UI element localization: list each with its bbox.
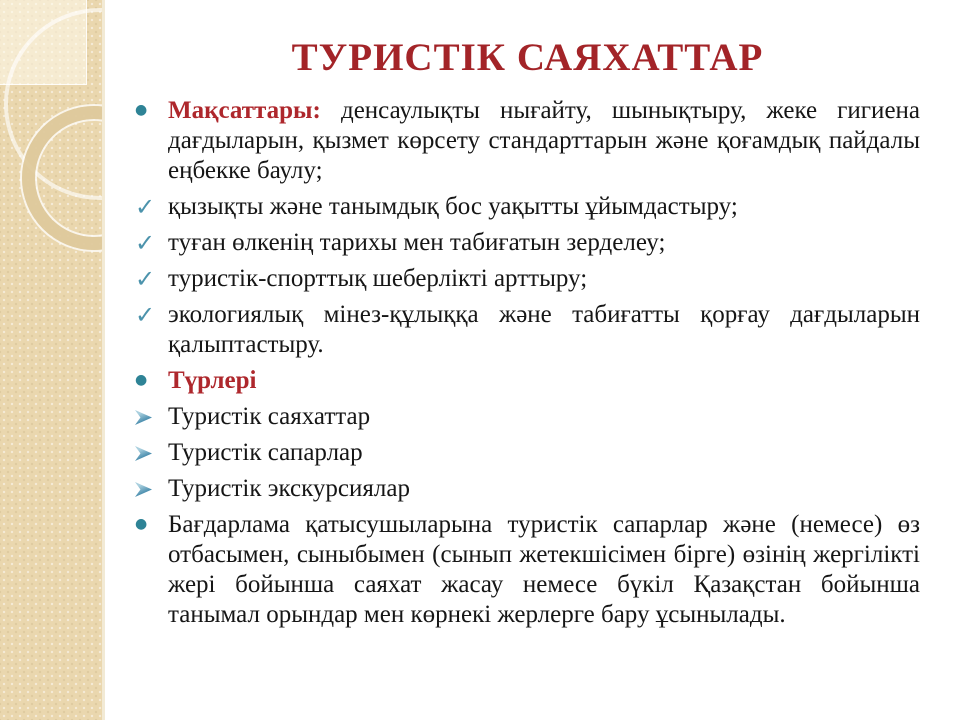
list-item (135, 96, 921, 186)
arrow-bullet-icon (135, 402, 163, 425)
list-item (135, 300, 920, 360)
item-text: қызықты және танымдық бос уақытты ұйымдастыру; (168, 193, 738, 220)
list-item (135, 366, 920, 396)
list-item (135, 510, 920, 630)
item-text: Туристік сапарлар (168, 439, 363, 466)
dot-bullet-icon: ● (135, 102, 148, 118)
check-bullet-icon: ✓ (135, 193, 156, 221)
page-title: ТУРИСТІК САЯХАТТАР (291, 36, 764, 79)
item-text: Туристік саяхаттар (168, 403, 371, 430)
lead-text: Түрлері (168, 367, 257, 394)
check-bullet-icon: ✓ (135, 265, 156, 293)
check-bullet-icon: ✓ (135, 301, 156, 329)
item-text: туған өлкенің тарихы мен табиғатын зерделеу; (168, 229, 666, 256)
list-item (168, 402, 920, 432)
arrow-bullet-icon (135, 438, 163, 461)
bullet-list (135, 96, 920, 630)
item-text: Бағдарлама қатысушыларына туристік сапарлар және (немесе) өз отбасымен, сыныбымен (сынып жетекшісімен бірге) өзінің жергілікті жері бойынша саяхат жасау немесе бүкіл Қазақстан бойынша танымал орындар мен көрнекі жерлерге бару ұсынылады. (168, 511, 920, 628)
list-item (168, 438, 920, 468)
arrow-bullet-icon (135, 474, 163, 497)
list-item (135, 228, 920, 258)
item-text: туристік-спорттық шеберлікті арттыру; (168, 265, 588, 292)
list-item (135, 264, 920, 294)
lead-text: Мақсаттары: (168, 97, 321, 124)
dot-bullet-icon: ● (135, 516, 148, 532)
sidebar-decoration (0, 0, 105, 720)
item-text: Туристік экскурсиялар (168, 475, 410, 502)
item-text: экологиялық мінез-құлыққа және табиғатты қорғау дағдыларын қалыптастыру. (168, 301, 920, 358)
list-item (135, 192, 920, 222)
slide-content (105, 0, 960, 720)
list-item (168, 474, 920, 504)
check-bullet-icon: ✓ (135, 229, 156, 257)
dot-bullet-icon: ● (135, 372, 148, 388)
item-text: денсаулықты нығайту, шынықтыру, жеке гигиена дағдыларын, қызмет көрсету стандарттарын және қоғамдық пайдалы еңбекке баулу; (168, 97, 921, 184)
